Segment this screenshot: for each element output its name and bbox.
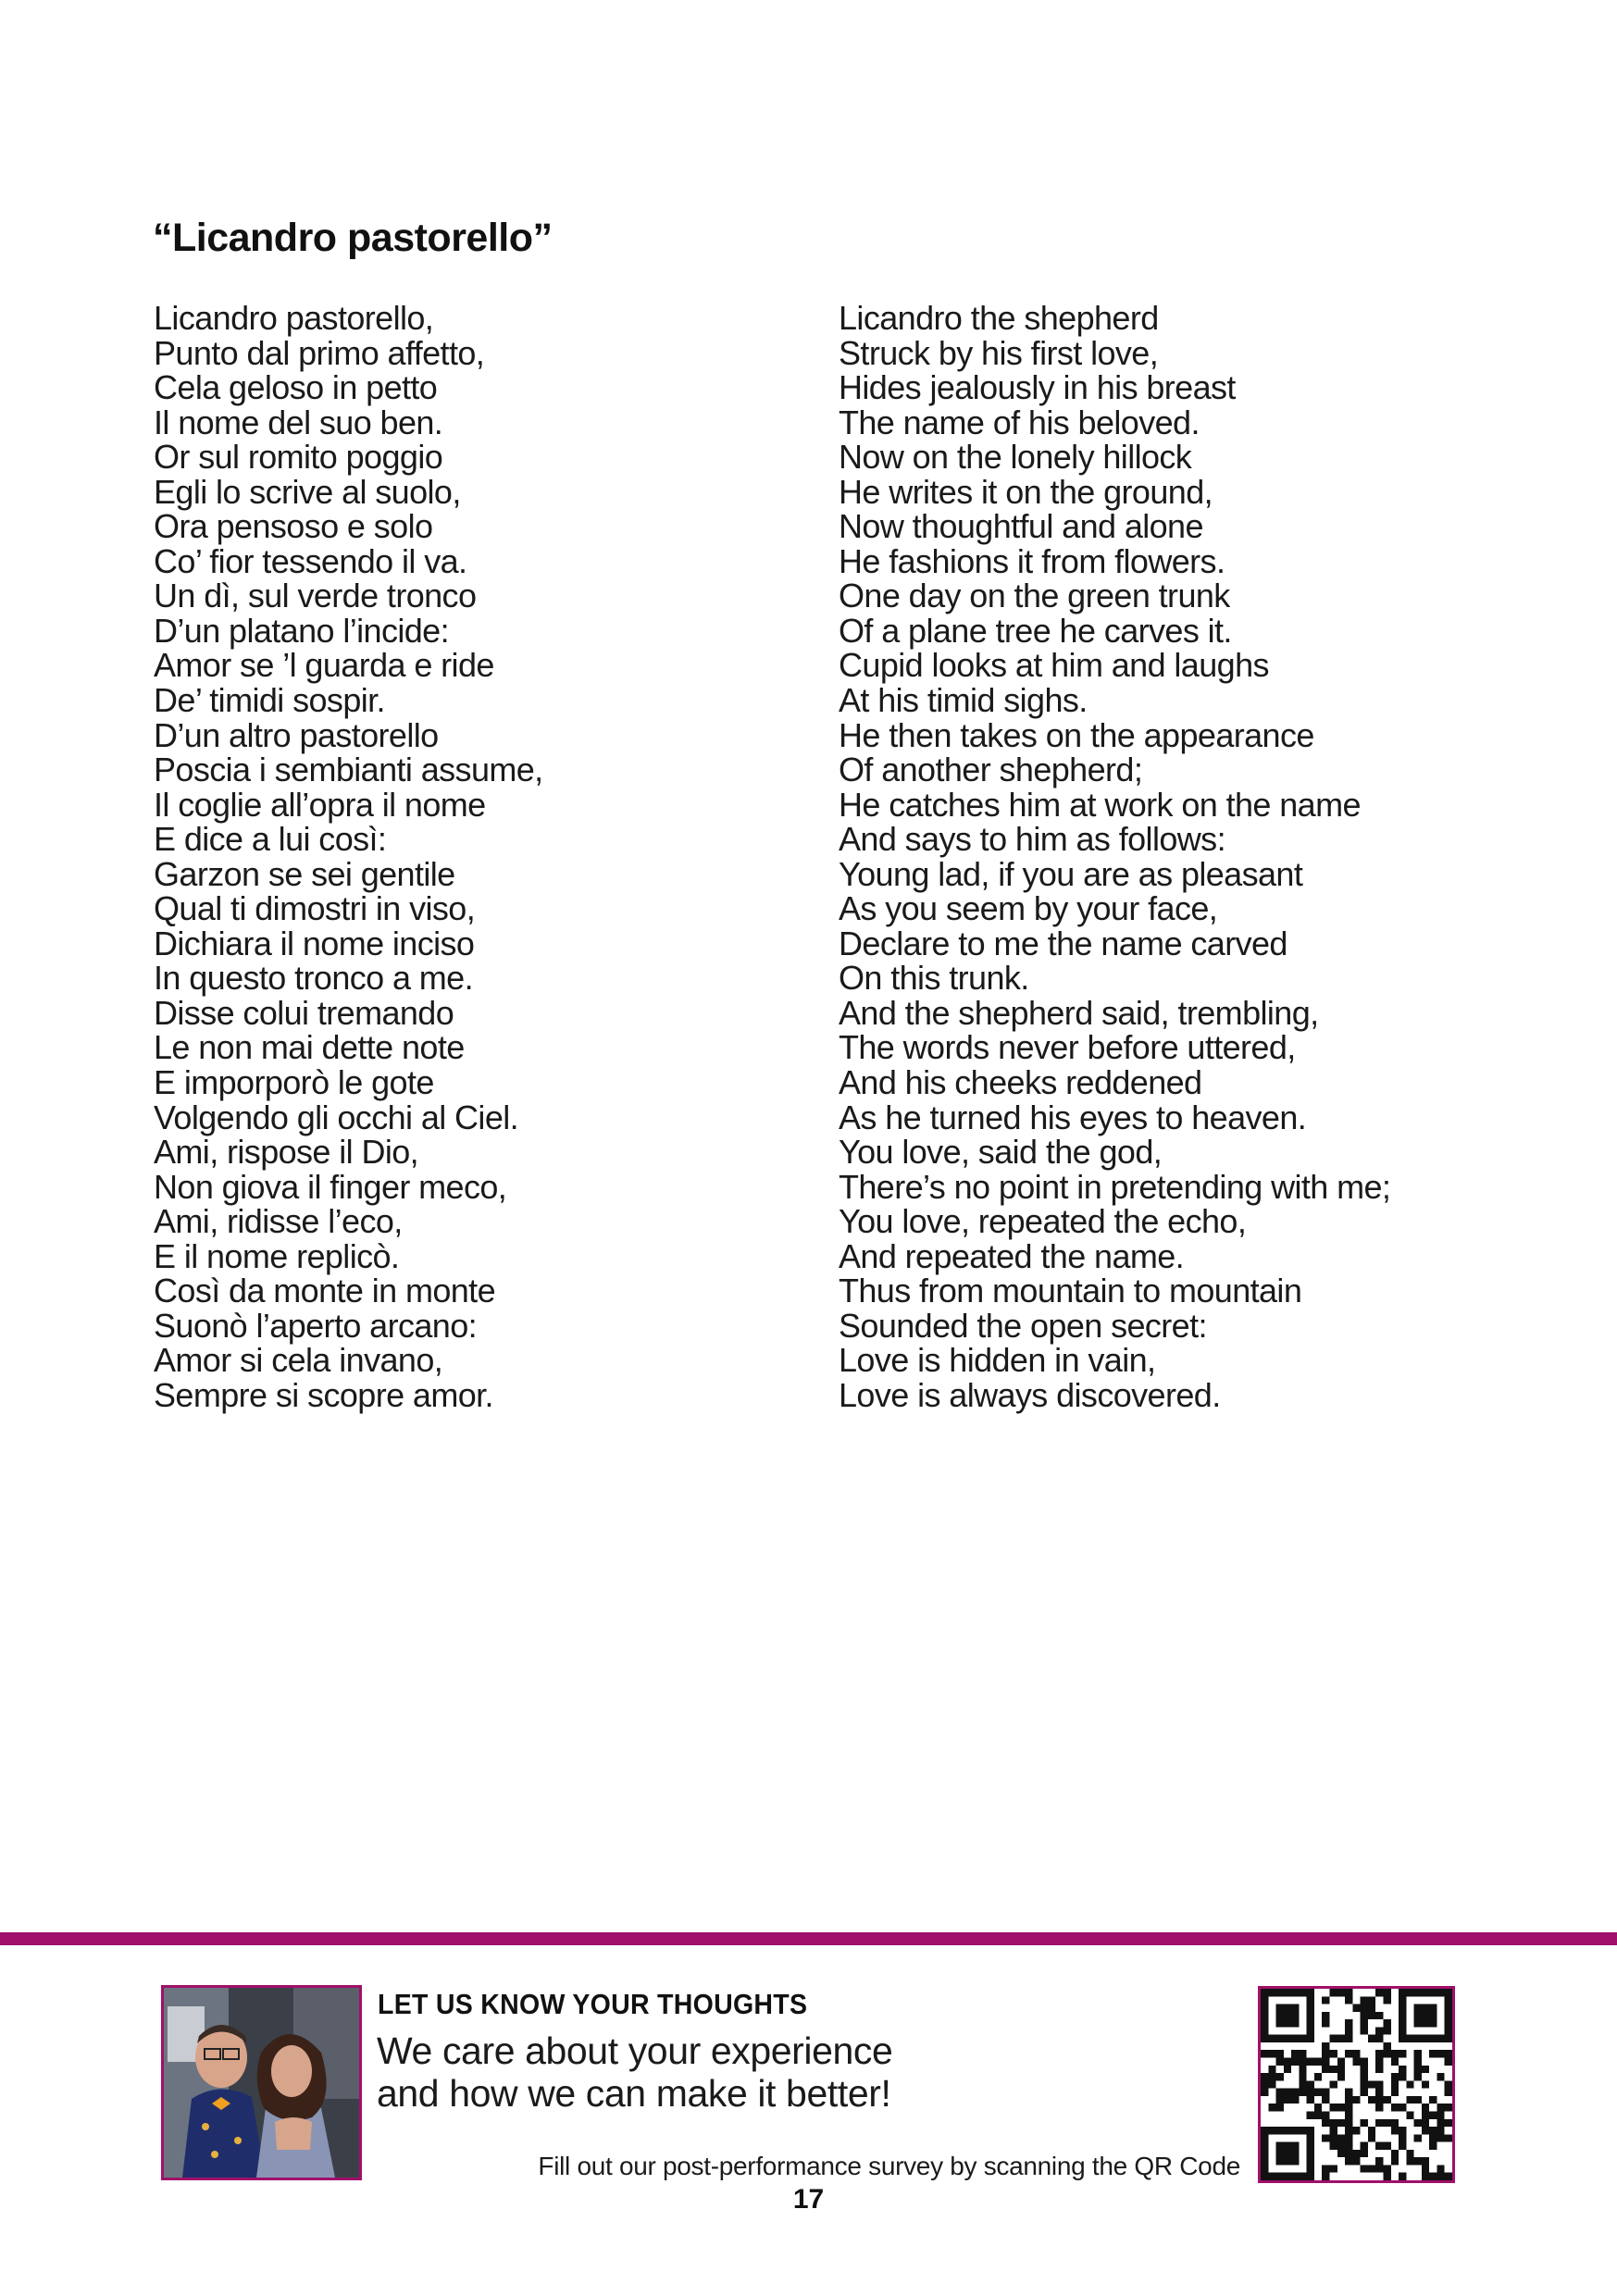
footer-divider [0,1932,1617,1945]
italian-lyric-line: Or sul romito poggio [154,438,443,477]
english-lyric-line: There’s no point in pretending with me; [839,1167,1391,1206]
english-lyric-line: The name of his beloved. [839,403,1200,441]
english-lyric-line: He then takes on the appearance [839,715,1314,754]
english-lyric-line: Struck by his first love, [839,333,1159,372]
italian-lyric-line: Il coglie all’opra il nome [154,785,486,824]
italian-lyric-line: Un dì, sul verde tronco [154,577,477,615]
italian-lyric-line: In questo tronco a me. [154,959,474,998]
english-lyric-line: Now thoughtful and alone [839,507,1203,546]
english-lyric-line: You love, repeated the echo, [839,1202,1247,1241]
italian-lyric-line: Ami, ridisse l’eco, [154,1202,403,1241]
italian-lyric-line: Egli lo scrive al suolo, [154,472,461,511]
italian-lyric-line: Poscia i sembianti assume, [154,751,543,789]
italian-lyric-line: Cela geloso in petto [154,368,438,407]
song-title: “Licandro pastorello” [153,216,553,260]
feedback-heading: LET US KNOW YOUR THOUGHTS [378,1988,808,2020]
page-number: 17 [792,2184,825,2215]
italian-lyric-line: Garzon se sei gentile [154,854,455,893]
italian-lyric-line: Suonò l’aperto arcano: [154,1306,478,1345]
italian-lyric-line: Volgendo gli occhi al Ciel. [154,1098,519,1136]
english-lyric-line: On this trunk. [839,959,1029,998]
english-lyric-line: The words never before uttered, [839,1028,1296,1067]
italian-lyric-line: Licandro pastorello, [154,299,434,337]
feedback-line-1: We care about your experience [377,2029,893,2072]
italian-lyric-line: Sempre si scopre amor. [154,1375,493,1414]
italian-lyric-line: Il nome del suo ben. [154,403,443,441]
italian-lyric-line: Co’ fior tessendo il va. [154,541,467,580]
english-lyric-line: Of another shepherd; [839,751,1143,789]
english-lyric-line: One day on the green trunk [839,577,1230,615]
italian-lyric-line: D’un platano l’incide: [154,611,450,650]
english-lyric-line: He catches him at work on the name [839,785,1361,824]
italian-lyric-line: Ora pensoso e solo [154,507,433,546]
english-lyric-line: Declare to me the name carved [839,924,1287,962]
english-lyric-line: And his cheeks reddened [839,1063,1202,1102]
italian-lyrics [154,301,543,1413]
english-lyric-line: You love, said the god, [839,1133,1163,1172]
english-lyric-line: Hides jealously in his breast [839,368,1236,407]
english-lyric-line: Young lad, if you are as pleasant [839,854,1303,893]
english-lyric-line: Love is hidden in vain, [839,1341,1156,1380]
italian-lyric-line: Dichiara il nome inciso [154,924,475,962]
english-lyric-line: As he turned his eyes to heaven. [839,1098,1307,1136]
italian-lyric-line: Amor se ’l guarda e ride [154,646,494,685]
italian-lyric-line: E dice a lui così: [154,820,387,859]
english-lyric-line: Cupid looks at him and laughs [839,646,1269,685]
english-lyric-line: And the shepherd said, trembling, [839,993,1319,1032]
english-lyric-line: As you seem by your face, [839,889,1218,928]
english-lyric-line: Love is always discovered. [839,1375,1221,1414]
english-lyric-line: Sounded the open secret: [839,1306,1207,1345]
english-lyric-line: And says to him as follows: [839,820,1225,859]
survey-qr-code[interactable] [1258,1986,1455,2183]
english-lyric-line: And repeated the name. [839,1236,1185,1275]
english-lyric-line: He fashions it from flowers. [839,541,1225,580]
italian-lyric-line: E il nome replicò. [154,1236,400,1275]
english-lyric-line: Now on the lonely hillock [839,438,1192,477]
english-lyric-line: Of a plane tree he carves it. [839,611,1232,650]
english-lyric-line: At his timid sighs. [839,681,1088,720]
italian-lyric-line: Amor si cela invano, [154,1341,443,1380]
italian-lyric-line: Ami, rispose il Dio, [154,1133,419,1172]
italian-lyric-line: Le non mai dette note [154,1028,465,1067]
italian-lyric-line: Non giova il finger meco, [154,1167,507,1206]
italian-lyric-line: Così da monte in monte [154,1272,496,1310]
italian-lyric-line: E imporporò le gote [154,1063,434,1102]
english-lyric-line: He writes it on the ground, [839,472,1213,511]
italian-lyric-line: De’ timidi sospir. [154,681,385,720]
survey-instruction: Fill out our post-performance survey by scanning the QR Code [538,2152,1240,2180]
english-lyric-line: Thus from mountain to mountain [839,1272,1302,1310]
english-lyric-line: Licandro the shepherd [839,299,1159,337]
italian-lyric-line: D’un altro pastorello [154,715,439,754]
english-translation [839,301,1390,1413]
italian-lyric-line: Disse colui tremando [154,993,454,1032]
italian-lyric-line: Punto dal primo affetto, [154,333,485,372]
italian-lyric-line: Qual ti dimostri in viso, [154,889,476,928]
feedback-line-2: and how we can make it better! [377,2072,891,2115]
performers-photo [161,1985,362,2180]
